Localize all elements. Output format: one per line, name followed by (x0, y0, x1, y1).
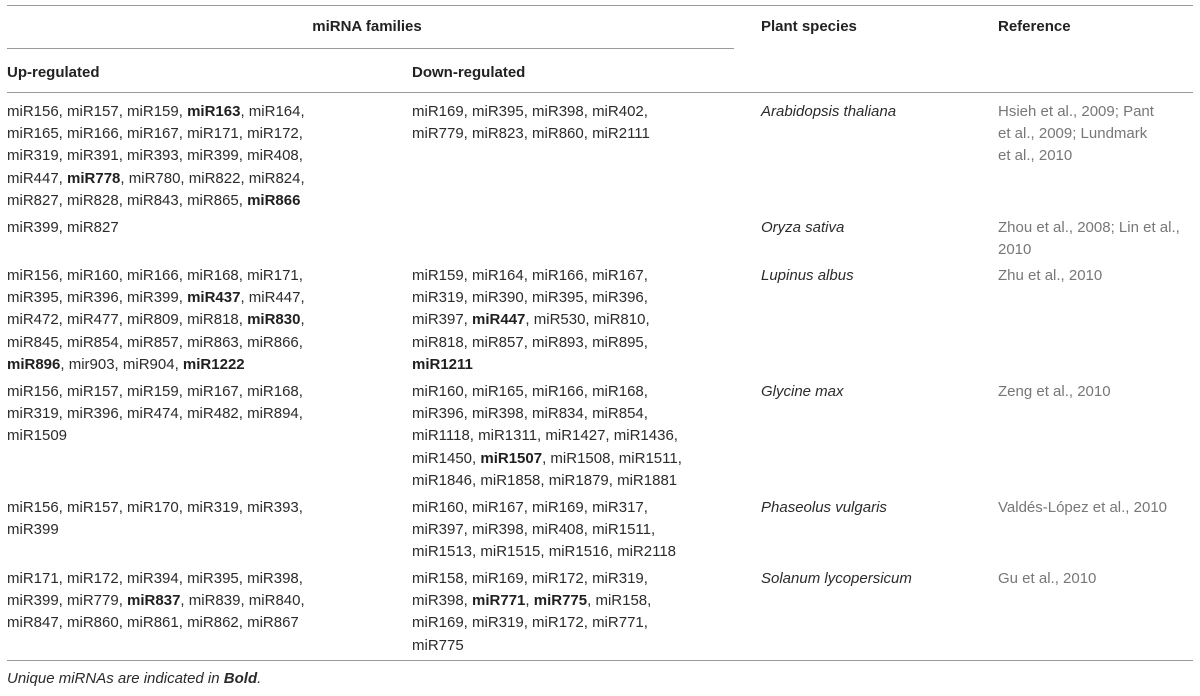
up-regulated-cell (7, 265, 305, 376)
unique-mirna: miR163 (187, 103, 241, 120)
mirna-text: miR845, miR854, miR857, miR863, miR866, (7, 333, 303, 351)
mirna-line (412, 403, 682, 425)
mirna-text: , miR447, (240, 289, 305, 307)
mirna-text: , miR1508, miR1511, (542, 449, 682, 467)
mirna-text: , (300, 311, 305, 329)
reference-line: 2010 (998, 241, 1032, 259)
mirna-text: miR159, miR164, miR166, miR167, (412, 267, 648, 284)
mirna-text: miR396, miR398, miR834, miR854, (412, 405, 648, 423)
mirna-line (7, 519, 303, 541)
unique-mirna: miR447 (472, 311, 526, 329)
mirna-text: miR847, miR860, miR861, miR862, miR867 (7, 614, 299, 632)
mirna-text: miR1513, miR1515, miR1516, miR2118 (412, 543, 677, 561)
mirna-line (412, 590, 651, 612)
mirna-line (7, 403, 303, 425)
unique-mirna: miR837 (127, 592, 181, 610)
down-regulated-cell (412, 265, 650, 376)
up-regulated-cell (7, 101, 305, 212)
mirna-text: miR398, (412, 592, 473, 610)
mirna-line (412, 354, 650, 376)
mirna-text: miR827, miR828, miR843, miR865, (7, 191, 248, 209)
reference-line: Zhu et al., 2010 (998, 267, 1103, 284)
mirna-text: miR1118, miR1311, miR1427, miR1436, (412, 427, 678, 445)
mirna-line (412, 309, 650, 331)
reference-line: Valdés-López et al., 2010 (998, 499, 1168, 516)
plant-species-cell: Oryza sativa (761, 219, 845, 236)
mirna-line (7, 123, 305, 145)
mirna-line (7, 612, 305, 634)
plant-species-cell: Lupinus albus (761, 267, 854, 284)
mirna-text: , miR780, miR822, miR824, (120, 169, 305, 187)
up-regulated-header: Up-regulated (7, 64, 100, 81)
mirna-text: miR160, miR165, miR166, miR168, (412, 383, 648, 400)
reference-cell (998, 101, 1154, 168)
mirna-text: miR158, miR169, miR172, miR319, (412, 570, 648, 587)
mirna-line (7, 354, 305, 376)
plant-species-cell: Glycine max (761, 383, 844, 400)
mirna-line (412, 265, 650, 287)
unique-mirna: miR437 (187, 289, 241, 307)
up-regulated-cell (7, 568, 305, 635)
down-regulated-cell (412, 381, 682, 492)
mirna-line (7, 425, 303, 447)
mirna-line (412, 612, 651, 634)
mirna-text: miR319, miR390, miR395, miR396, (412, 289, 648, 307)
mirna-line (412, 381, 682, 403)
mirna-text: , miR530, miR810, (525, 311, 650, 329)
footnote-prefix: Unique miRNAs are indicated in (7, 670, 224, 687)
mirna-text: miR319, miR391, miR393, miR399, miR408, (7, 147, 303, 165)
mirna-line (7, 101, 305, 123)
header-bottom-rule (7, 92, 1193, 93)
reference-line: et al., 2010 (998, 147, 1073, 165)
mirna-line (7, 168, 305, 190)
mirna-text: miR319, miR396, miR474, miR482, miR894, (7, 405, 303, 423)
unique-mirna: miR830 (247, 311, 301, 329)
mirna-line (412, 425, 682, 447)
mirna-text: miR156, miR157, miR170, miR319, miR393, (7, 499, 303, 516)
reference-line: Gu et al., 2010 (998, 570, 1097, 587)
mirna-line (7, 190, 305, 212)
unique-mirna: miR1507 (480, 449, 543, 467)
mirna-text: miR171, miR172, miR394, miR395, miR398, (7, 570, 303, 587)
reference-cell (998, 217, 1180, 261)
reference-cell (998, 568, 1096, 590)
mirna-text: miR156, miR157, miR159, miR167, miR168, (7, 383, 303, 400)
reference-line: et al., 2009; Lundmark (998, 125, 1148, 143)
mirna-text: miR169, miR319, miR172, miR771, (412, 614, 648, 632)
footnote-suffix: . (257, 670, 262, 687)
mirna-line (7, 287, 305, 309)
unique-mirna: miR771 (472, 592, 526, 610)
mirna-line (412, 123, 650, 145)
mirna-text: miR399, miR827 (7, 219, 119, 236)
footnote-bold: Bold (223, 670, 258, 687)
mirna-line (7, 590, 305, 612)
reference-cell (998, 381, 1111, 403)
bottom-rule (7, 660, 1193, 661)
mirna-line (7, 265, 305, 287)
mirna-text: miR397, miR398, miR408, miR1511, (412, 521, 656, 539)
mirna-line (7, 309, 305, 331)
mirna-text: miR395, miR396, miR399, (7, 289, 188, 307)
down-regulated-cell (412, 497, 676, 564)
reference-cell (998, 265, 1102, 287)
up-regulated-cell (7, 497, 303, 541)
mirna-text: miR156, miR160, miR166, miR168, miR171, (7, 267, 303, 284)
down-regulated-cell (412, 101, 650, 145)
mirna-line (412, 470, 682, 492)
mirna-text: miR1450, (412, 449, 481, 467)
mirna-line (412, 497, 676, 519)
mirna-line (7, 497, 303, 519)
mirna-text: miR1846, miR1858, miR1879, miR1881 (412, 471, 678, 489)
mirna-text: , miR158, (587, 592, 652, 610)
mirna-text: miR397, (412, 311, 473, 329)
mirna-text: , miR839, miR840, (180, 592, 305, 610)
mirna-line (7, 145, 305, 167)
plant-species-cell: Solanum lycopersicum (761, 570, 912, 587)
down-regulated-cell (412, 568, 651, 657)
plant-species-cell: Arabidopsis thaliana (761, 103, 897, 120)
mirna-line (412, 448, 682, 470)
mirna-text: miR779, miR823, miR860, miR2111 (412, 125, 650, 143)
up-regulated-cell (7, 217, 119, 239)
unique-mirna: miR866 (247, 191, 301, 209)
mirna-text: miR399 (7, 521, 59, 539)
up-regulated-cell (7, 381, 303, 448)
mirna-line (412, 568, 651, 590)
unique-mirna: miR1222 (182, 355, 245, 373)
plant-species-cell: Phaseolus vulgaris (761, 499, 887, 516)
unique-mirna: miR775 (533, 592, 588, 610)
mirna-text: miR1509 (7, 427, 68, 445)
plant-species-header: Plant species (761, 18, 857, 35)
mirna-text: miR160, miR167, miR169, miR317, (412, 499, 648, 516)
mirna-line (412, 101, 650, 123)
mirna-line (412, 519, 676, 541)
reference-cell (998, 497, 1167, 519)
mirna-text: , mir903, miR904, (60, 355, 183, 373)
mirna-line (7, 568, 305, 590)
mirna-text: miR447, (7, 169, 68, 187)
footnote (7, 670, 261, 687)
top-rule (7, 5, 1193, 6)
mirna-text: , (525, 592, 534, 610)
group-rule (7, 48, 734, 49)
mirna-text: , miR164, (240, 103, 305, 120)
mirna-line (7, 381, 303, 403)
mirna-text: miR818, miR857, miR893, miR895, (412, 333, 648, 351)
mirna-text: miR775 (412, 636, 464, 654)
mirna-line (412, 287, 650, 309)
mirna-text: miR156, miR157, miR159, (7, 103, 188, 120)
reference-line: Hsieh et al., 2009; Pant (998, 103, 1154, 120)
mirna-text: miR165, miR166, miR167, miR171, miR172, (7, 125, 303, 143)
reference-line: Zeng et al., 2010 (998, 383, 1111, 400)
mirna-line (7, 332, 305, 354)
mirna-line (412, 541, 676, 563)
mirna-text: miR399, miR779, (7, 592, 128, 610)
reference-line: Zhou et al., 2008; Lin et al., (998, 219, 1180, 236)
mirna-text: miR472, miR477, miR809, miR818, (7, 311, 248, 329)
down-regulated-header: Down-regulated (412, 64, 526, 81)
mirna-line (412, 635, 651, 657)
unique-mirna: miR896 (7, 355, 61, 373)
mirna-text: miR169, miR395, miR398, miR402, (412, 103, 648, 120)
unique-mirna: miR778 (67, 169, 121, 187)
mirna-families-header: miRNA families (312, 18, 422, 35)
unique-mirna: miR1211 (412, 355, 473, 373)
mirna-line (7, 217, 119, 239)
mirna-line (412, 332, 650, 354)
reference-header: Reference (998, 18, 1071, 35)
